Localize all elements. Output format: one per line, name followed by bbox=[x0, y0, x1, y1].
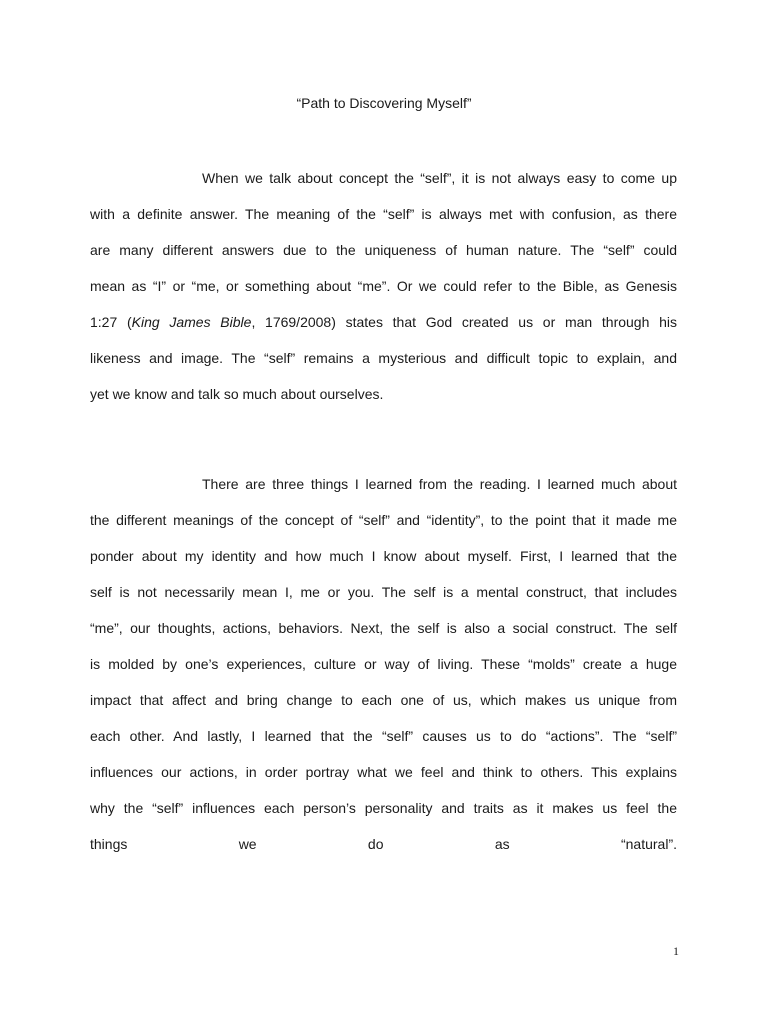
paragraph-line: are many different answers due to the uniqueness of human nature. The “self” could bbox=[90, 242, 677, 258]
citation-before: 1:27 ( bbox=[90, 314, 132, 330]
paragraph-line: why the “self” influences each person’s personality and traits as it makes us feel the bbox=[90, 800, 677, 816]
paragraph-line: likeness and image. The “self” remains a mysterious and difficult topic to explain, and bbox=[90, 350, 677, 366]
paragraph-line-spread: things we do as “natural”. bbox=[90, 836, 677, 852]
paragraph-line: influences our actions, in order portray what we feel and think to others. This explains bbox=[90, 764, 677, 780]
citation-after: , 1769/2008) states that God created us or man through his bbox=[251, 314, 677, 330]
paragraph-line: with a definite answer. The meaning of the “self” is always met with confusion, as there bbox=[90, 206, 677, 222]
paragraph-line: the different meanings of the concept of “self” and “identity”, to the point that it made me bbox=[90, 512, 677, 528]
paragraph-line: self is not necessarily mean I, me or you. The self is a mental construct, that includes bbox=[90, 584, 677, 600]
paragraph-line: mean as “I” or “me, or something about “me”. Or we could refer to the Bible, as Genesis bbox=[90, 278, 677, 294]
paragraph-line: is molded by one’s experiences, culture or way of living. These “molds” create a huge bbox=[90, 656, 677, 672]
paragraph-line: “me”, our thoughts, actions, behaviors. Next, the self is also a social construct. The self bbox=[90, 620, 677, 636]
document-title: “Path to Discovering Myself” bbox=[296, 95, 472, 111]
citation-italic: King James Bible bbox=[131, 314, 252, 330]
paragraph-line: There are three things I learned from the reading. I learned much about bbox=[202, 476, 677, 492]
paragraph-line: impact that affect and bring change to each one of us, which makes us unique from bbox=[90, 692, 677, 708]
paragraph-1 bbox=[90, 168, 677, 420]
paragraph-line-citation bbox=[90, 312, 677, 348]
paragraph-line: ponder about my identity and how much I know about myself. First, I learned that the bbox=[90, 548, 677, 564]
page-number: 1 bbox=[673, 944, 679, 958]
paragraph-line: When we talk about concept the “self”, it is not always easy to come up bbox=[202, 170, 677, 186]
paragraph-line: yet we know and talk so much about ourselves. bbox=[90, 386, 384, 402]
paragraph-2 bbox=[90, 474, 677, 870]
paragraph-line: each other. And lastly, I learned that the “self” causes us to do “actions”. The “self” bbox=[90, 728, 677, 744]
